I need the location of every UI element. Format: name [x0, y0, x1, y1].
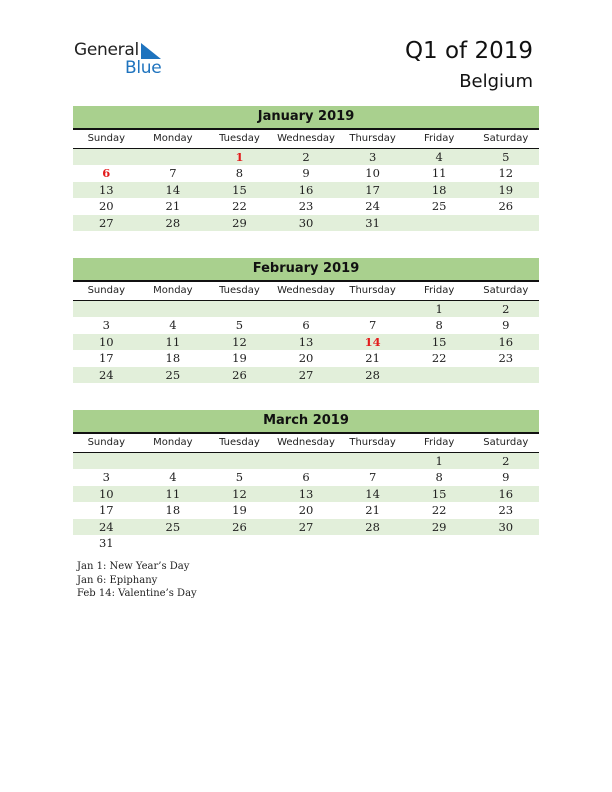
day-cell: 20	[98, 199, 114, 214]
day-cell: 1	[235, 150, 244, 164]
week-row	[73, 301, 539, 317]
week-row	[73, 215, 539, 231]
day-cell: 2	[302, 150, 310, 164]
day-cell: 10	[98, 334, 114, 349]
weekday-label: Tuesday	[219, 133, 260, 144]
page-title: Q1 of 2019	[404, 38, 533, 64]
day-cell: 11	[165, 486, 181, 501]
day-cell: 6	[302, 318, 310, 333]
week-row	[73, 502, 539, 518]
day-cell: 23	[298, 199, 314, 214]
weekday-label: Wednesday	[277, 133, 335, 144]
day-cell: 27	[298, 519, 314, 534]
weekday-label: Monday	[153, 285, 193, 296]
week-row	[73, 367, 539, 383]
generalblue-logo	[74, 40, 162, 78]
day-cell: 2	[502, 302, 510, 316]
weekday-label: Friday	[424, 437, 455, 448]
week-row	[73, 149, 539, 165]
day-cell: 10	[365, 166, 380, 181]
day-cell	[339, 535, 406, 551]
day-cell: 24	[98, 367, 114, 382]
weekday-label: Friday	[424, 285, 455, 296]
weekday-header-row	[73, 130, 539, 149]
day-cell: 28	[365, 519, 380, 534]
day-cell: 8	[435, 470, 443, 485]
weekday-label: Sunday	[87, 133, 125, 144]
day-cell: 19	[232, 351, 247, 366]
day-cell: 26	[232, 519, 247, 534]
weekday-label: Saturday	[483, 437, 529, 448]
day-cell: 2	[502, 454, 510, 468]
month-calendar	[73, 106, 539, 231]
week-row	[73, 182, 539, 198]
day-cell: 17	[98, 351, 114, 366]
day-cell: 1	[435, 302, 443, 316]
day-cell: 17	[98, 503, 114, 518]
day-cell: 20	[298, 351, 314, 366]
week-row	[73, 350, 539, 366]
day-cell: 6	[102, 166, 111, 181]
day-cell: 3	[102, 318, 110, 333]
day-cell: 7	[368, 318, 377, 333]
day-cell: 16	[498, 486, 514, 501]
day-cell: 22	[431, 351, 447, 366]
weekday-label: Thursday	[349, 437, 396, 448]
day-cell: 22	[431, 503, 447, 518]
day-cell: 17	[365, 182, 380, 197]
week-row	[73, 334, 539, 350]
day-cell: 14	[365, 486, 380, 501]
day-cell: 15	[431, 486, 447, 501]
day-cell: 23	[498, 503, 514, 518]
weekday-header-row	[73, 434, 539, 453]
day-cell: 24	[365, 199, 380, 214]
day-cell: 23	[498, 351, 514, 366]
day-cell: 13	[298, 334, 314, 349]
week-row	[73, 535, 539, 551]
day-cell: 18	[431, 182, 447, 197]
month-calendar	[73, 410, 539, 551]
logo-triangle-icon	[141, 43, 161, 59]
weekday-header-row	[73, 282, 539, 301]
day-cell: 24	[98, 519, 114, 534]
day-cell: 4	[435, 150, 443, 164]
weekday-label: Wednesday	[277, 437, 335, 448]
day-cell	[140, 301, 207, 317]
day-cell: 3	[102, 470, 110, 485]
day-cell: 8	[235, 166, 244, 181]
day-cell: 4	[169, 470, 177, 485]
day-cell: 22	[232, 199, 247, 214]
day-cell: 20	[298, 503, 314, 518]
day-cell: 16	[498, 334, 514, 349]
weekday-label: Monday	[153, 437, 193, 448]
weekday-label: Tuesday	[219, 285, 260, 296]
holiday-notes	[77, 560, 197, 601]
week-row	[73, 198, 539, 214]
day-cell: 7	[169, 166, 177, 181]
day-cell	[339, 453, 406, 469]
day-cell: 5	[235, 470, 244, 485]
day-cell	[472, 535, 539, 551]
day-cell: 10	[98, 486, 114, 501]
day-cell	[73, 453, 140, 469]
day-cell	[73, 301, 140, 317]
day-cell: 28	[365, 367, 380, 382]
day-cell: 26	[498, 199, 514, 214]
day-cell: 12	[232, 486, 247, 501]
day-cell: 13	[298, 486, 314, 501]
day-cell: 11	[165, 334, 181, 349]
day-cell: 28	[165, 215, 181, 230]
day-cell: 9	[502, 318, 510, 333]
month-title: January 2019	[73, 106, 539, 130]
day-cell: 26	[232, 367, 247, 382]
day-cell: 15	[232, 182, 247, 197]
weekday-label: Monday	[153, 133, 193, 144]
day-cell: 29	[431, 519, 447, 534]
day-cell: 8	[435, 318, 443, 333]
day-cell: 1	[435, 454, 443, 468]
day-cell: 27	[98, 215, 114, 230]
day-cell: 19	[498, 182, 514, 197]
day-cell	[206, 453, 273, 469]
day-cell	[273, 453, 340, 469]
week-row	[73, 317, 539, 333]
day-cell: 18	[165, 351, 181, 366]
week-row	[73, 486, 539, 502]
day-cell	[140, 453, 207, 469]
month-title: March 2019	[73, 410, 539, 434]
week-row	[73, 519, 539, 535]
day-cell: 27	[298, 367, 314, 382]
day-cell	[406, 215, 473, 231]
day-cell: 4	[169, 318, 177, 333]
day-cell: 9	[502, 470, 510, 485]
day-cell: 30	[498, 519, 514, 534]
day-cell: 14	[165, 182, 181, 197]
day-cell	[273, 301, 340, 317]
holiday-note: Feb 14: Valentine’s Day	[77, 588, 197, 599]
day-cell: 21	[365, 351, 380, 366]
day-cell: 5	[502, 150, 510, 164]
month-title: February 2019	[73, 258, 539, 282]
day-cell	[73, 149, 140, 165]
day-cell: 25	[431, 199, 447, 214]
day-cell: 29	[232, 215, 247, 230]
day-cell	[140, 149, 207, 165]
weekday-label: Thursday	[349, 133, 396, 144]
weekday-label: Saturday	[483, 285, 529, 296]
day-cell: 21	[365, 503, 380, 518]
country-name: Belgium	[459, 71, 533, 92]
day-cell	[206, 535, 273, 551]
weekday-label: Thursday	[349, 285, 396, 296]
day-cell: 16	[298, 182, 314, 197]
day-cell: 18	[165, 503, 181, 518]
logo-text-general: General	[74, 40, 139, 60]
day-cell: 31	[365, 215, 380, 230]
week-row	[73, 165, 539, 181]
day-cell	[472, 367, 539, 383]
day-cell: 12	[232, 334, 247, 349]
day-cell: 11	[431, 166, 447, 181]
day-cell: 25	[165, 367, 181, 382]
day-cell: 7	[368, 470, 377, 485]
holiday-note: Jan 6: Epiphany	[77, 574, 158, 586]
day-cell: 13	[98, 182, 114, 197]
day-cell	[273, 535, 340, 551]
day-cell	[206, 301, 273, 317]
day-cell: 3	[368, 150, 377, 164]
weekday-label: Friday	[424, 133, 455, 144]
day-cell	[140, 535, 207, 551]
holiday-note: Jan 1: New Year’s Day	[77, 561, 190, 572]
day-cell: 21	[165, 199, 181, 214]
weekday-label: Sunday	[87, 285, 125, 296]
day-cell	[406, 535, 473, 551]
day-cell: 9	[302, 166, 310, 181]
day-cell: 19	[232, 503, 247, 518]
day-cell: 31	[98, 535, 114, 550]
day-cell: 6	[302, 470, 310, 485]
week-row	[73, 453, 539, 469]
day-cell: 12	[498, 166, 514, 181]
day-cell: 15	[431, 334, 447, 349]
day-cell: 14	[364, 334, 381, 349]
weekday-label: Sunday	[87, 437, 125, 448]
week-row	[73, 469, 539, 485]
weekday-label: Tuesday	[219, 437, 260, 448]
day-cell: 25	[165, 519, 181, 534]
day-cell	[472, 215, 539, 231]
day-cell: 5	[235, 318, 244, 333]
month-calendar	[73, 258, 539, 383]
weekday-label: Wednesday	[277, 285, 335, 296]
logo-text-blue: Blue	[125, 58, 162, 78]
weekday-label: Saturday	[483, 133, 529, 144]
day-cell	[406, 367, 473, 383]
day-cell: 30	[298, 215, 314, 230]
day-cell	[339, 301, 406, 317]
